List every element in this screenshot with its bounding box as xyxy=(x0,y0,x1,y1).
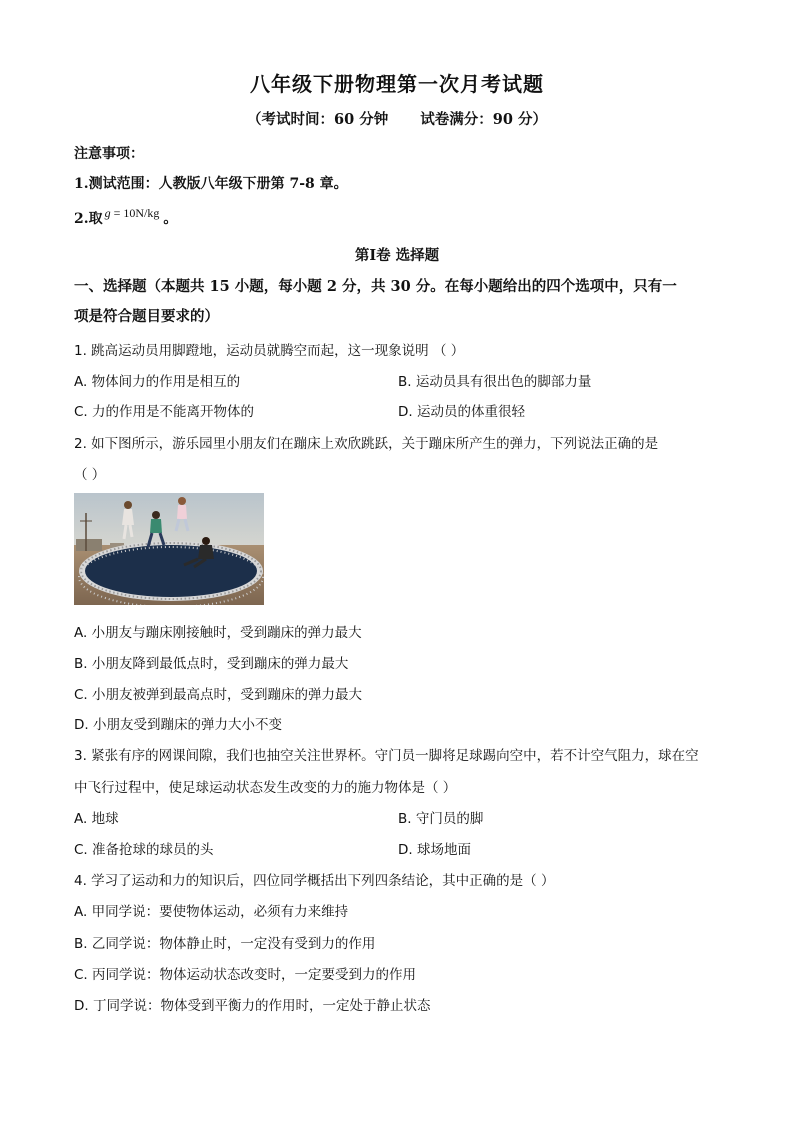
question-2-stem-line1: 2. 如下图所示，游乐园里小朋友们在蹦床上欢欣跳跃，关于蹦床所产生的弹力，下列说法正确的是 xyxy=(74,436,659,452)
question-3-stem-line1: 3. 紧张有序的网课间隙，我们也抽空关注世界杯。守门员一脚将足球踢向空中，若不计空气阻力，球在空 xyxy=(74,748,699,764)
exam-title: 八年级下册物理第一次月考试题 xyxy=(250,72,544,96)
question-3-option-c: C. 准备抢球的球员的头 xyxy=(74,842,214,858)
question-4-stem: 4. 学习了运动和力的知识后，四位同学概括出下列四条结论，其中正确的是（ ） xyxy=(74,873,555,889)
trampoline-photo xyxy=(74,493,264,605)
exam-subtitle xyxy=(0,108,794,129)
notes-heading: 注意事项： xyxy=(74,146,144,162)
section-heading-line1: 一、选择题（本题共 15 小题，每小题 2 分，共 30 分。在每小题给出的四个选项中，只有一 xyxy=(74,278,677,295)
question-2-option-c: C. 小朋友被弹到最高点时，受到蹦床的弹力最大 xyxy=(74,687,363,703)
question-1-option-c: C. 力的作用是不能离开物体的 xyxy=(74,404,255,420)
volume-heading: 第Ⅰ卷 选择题 xyxy=(354,247,440,264)
question-1-option-a: A. 物体间力的作用是相互的 xyxy=(74,374,241,390)
question-2-option-d: D. 小朋友受到蹦床的弹力大小不变 xyxy=(74,717,282,733)
exam-score: 试卷满分：90 分） xyxy=(420,111,547,128)
question-3-stem-line2: 中飞行过程中，使足球运动状态发生改变的力的施力物体是（ ） xyxy=(74,780,457,796)
question-4-option-c: C. 丙同学说：物体运动状态改变时，一定要受到力的作用 xyxy=(74,967,417,983)
question-1-option-b: B. 运动员具有很出色的脚部力量 xyxy=(398,374,592,390)
question-1-option-d: D. 运动员的体重很轻 xyxy=(398,404,525,420)
gravity-formula: g = 10N/kg xyxy=(104,206,160,220)
question-4-option-a: A. 甲同学说：要使物体运动，必须有力来维持 xyxy=(74,904,349,920)
question-2-option-b: B. 小朋友降到最低点时，受到蹦床的弹力最大 xyxy=(74,656,349,672)
question-2-stem-line2: （ ） xyxy=(74,467,106,483)
question-1-stem: 1. 跳高运动员用脚蹬地，运动员就腾空而起，这一现象说明 （ ） xyxy=(74,343,465,359)
question-2-option-a: A. 小朋友与蹦床刚接触时，受到蹦床的弹力最大 xyxy=(74,625,362,641)
section-heading-line2: 项是符合题目要求的） xyxy=(74,308,219,325)
question-4-option-b: B. 乙同学说：物体静止时，一定没有受到力的作用 xyxy=(74,936,376,952)
question-3-option-a: A. 地球 xyxy=(74,811,119,827)
question-3-option-d: D. 球场地面 xyxy=(398,842,471,858)
notes-item-2: 2.取 g = 10N/kg 。 xyxy=(74,206,178,227)
notes-item-1: 1.测试范围：人教版八年级下册第 7-8 章。 xyxy=(74,176,348,192)
question-4-option-d: D. 丁同学说：物体受到平衡力的作用时，一定处于静止状态 xyxy=(74,998,431,1014)
question-3-option-b: B. 守门员的脚 xyxy=(398,811,484,827)
exam-time: （考试时间：60 分钟 xyxy=(247,111,389,128)
